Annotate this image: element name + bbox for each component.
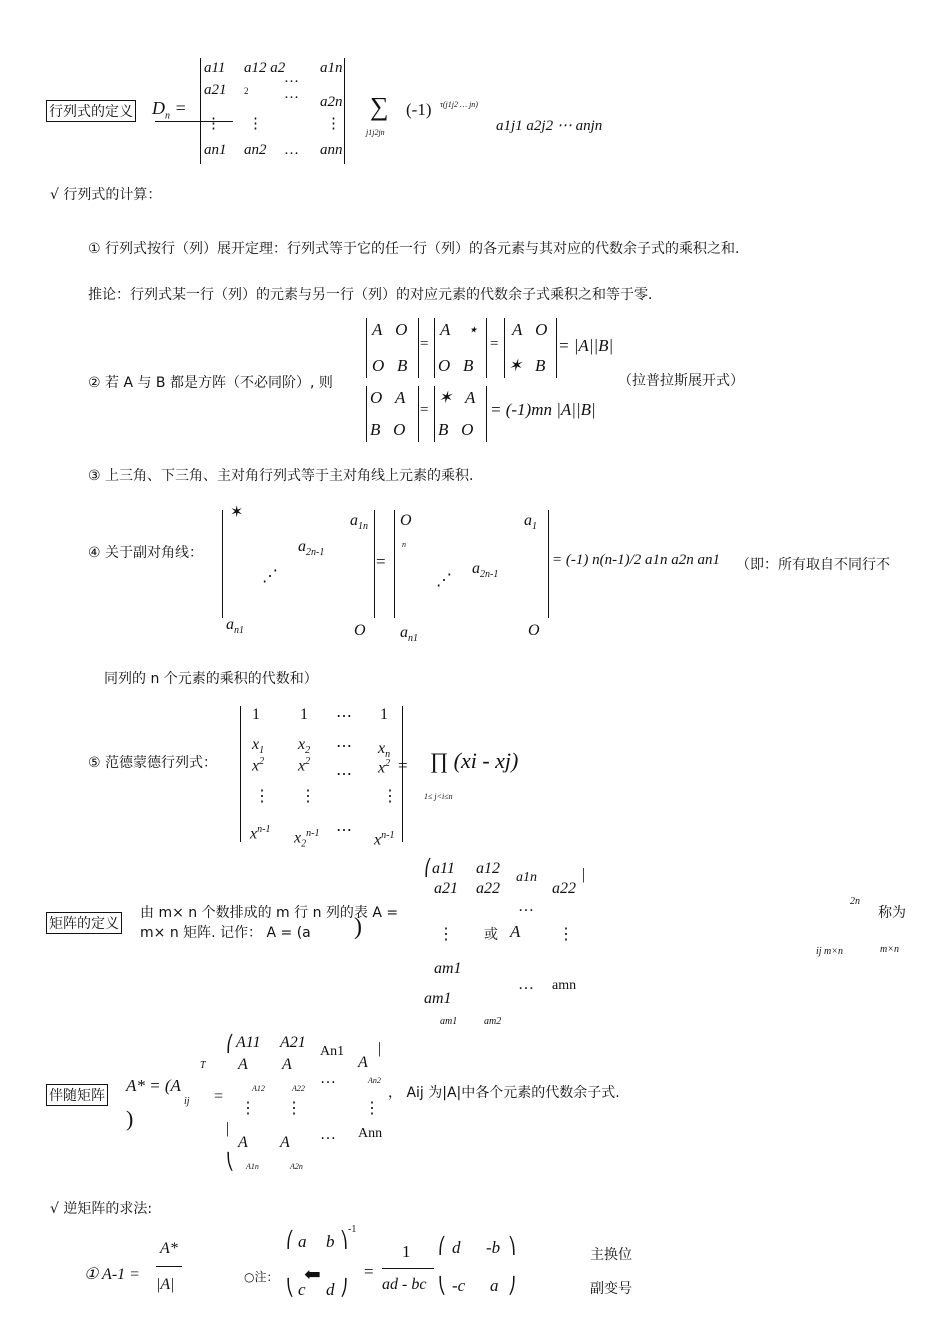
vandermonde-text: ⑤ 范德蒙德行列式： (88, 755, 218, 771)
sum-symbol: ∑ (370, 92, 389, 121)
adjoint-sub: ij (184, 1096, 190, 1107)
det-fraction-line (155, 121, 233, 122)
inverse-fraction-line (156, 1266, 182, 1267)
matrix-def-sub1: ij m×n (816, 946, 844, 957)
matrix-def-label: 矩阵的定义 (46, 912, 122, 934)
det-bar-left (200, 58, 201, 164)
inverse-heading: √ 逆矩阵的求法: (50, 1201, 153, 1217)
det-lhs: $D_n$ = (152, 98, 187, 122)
tau-exponent: τ(j1j2 … jn) (440, 100, 478, 109)
adjoint-label: 伴随矩阵 (46, 1084, 108, 1106)
inverse-formula: ① A-1 = (84, 1266, 140, 1283)
product-terms: a1j1 a2j2 ⋯ anjn (496, 118, 603, 134)
det-def-label: 行列式的定义 (46, 100, 136, 122)
inverse-numerator: A* (160, 1240, 178, 1257)
sign-factor: (-1) (406, 100, 432, 119)
inverse-note: ○注： (244, 1270, 279, 1284)
matrix-def-paren: ) (354, 914, 362, 940)
matrix-def-text1: 由 m× n 个数排成的 m 行 n 列的表 A = (140, 905, 399, 921)
expansion-theorem: ① 行列式按行（列）展开定理：行列式等于它的任一行（列）的各元素与其对应的代数余子式的乘积之和. (88, 241, 740, 257)
corollary: 推论：行列式某一行（列）的元素与另一行（列）的对应元素的代数余子式乘积之和等于零. (88, 287, 653, 303)
matrix-def-text2: m× n 矩阵. 记作： A = (a (140, 925, 311, 941)
negate-anti-note: 副变号 (590, 1281, 632, 1297)
sum-subscript: j1j2jn (366, 128, 385, 137)
inverse-denominator: |A| (156, 1276, 175, 1293)
adjoint-lhs: A* = (A (126, 1076, 181, 1095)
adjoint-sup: T (200, 1060, 206, 1071)
adjoint-eq: = (214, 1088, 224, 1105)
adjoint-desc: ， Aij 为|A|中各个元素的代数余子式. (388, 1085, 620, 1101)
matrix-def-sub2: m×n (880, 944, 899, 955)
adjoint-paren: ) (126, 1106, 134, 1131)
matrix-def-suffix: 称为 (878, 905, 906, 921)
swap-main-note: 主换位 (590, 1247, 632, 1263)
anti-diagonal-text: ④ 关于副对角线： (88, 545, 204, 561)
laplace-note: （拉普拉斯展开式） (618, 373, 744, 389)
laplace-text: ② 若 A 与 B 都是方阵（不必同阶）, 则 (88, 375, 333, 391)
det-bar-right (344, 58, 345, 164)
triangular-rule: ③ 上三角、下三角、主对角行列式等于主对角线上元素的乘积. (88, 468, 474, 484)
matrix-def-right-sub: 2n (850, 896, 860, 907)
anti-diagonal-note: （即：所有取自不同行不 (736, 557, 890, 573)
calc-heading: √ 行列式的计算： (50, 187, 162, 203)
anti-diagonal-note-cont: 同列的 n 个元素的乘积的代数和） (104, 671, 318, 687)
